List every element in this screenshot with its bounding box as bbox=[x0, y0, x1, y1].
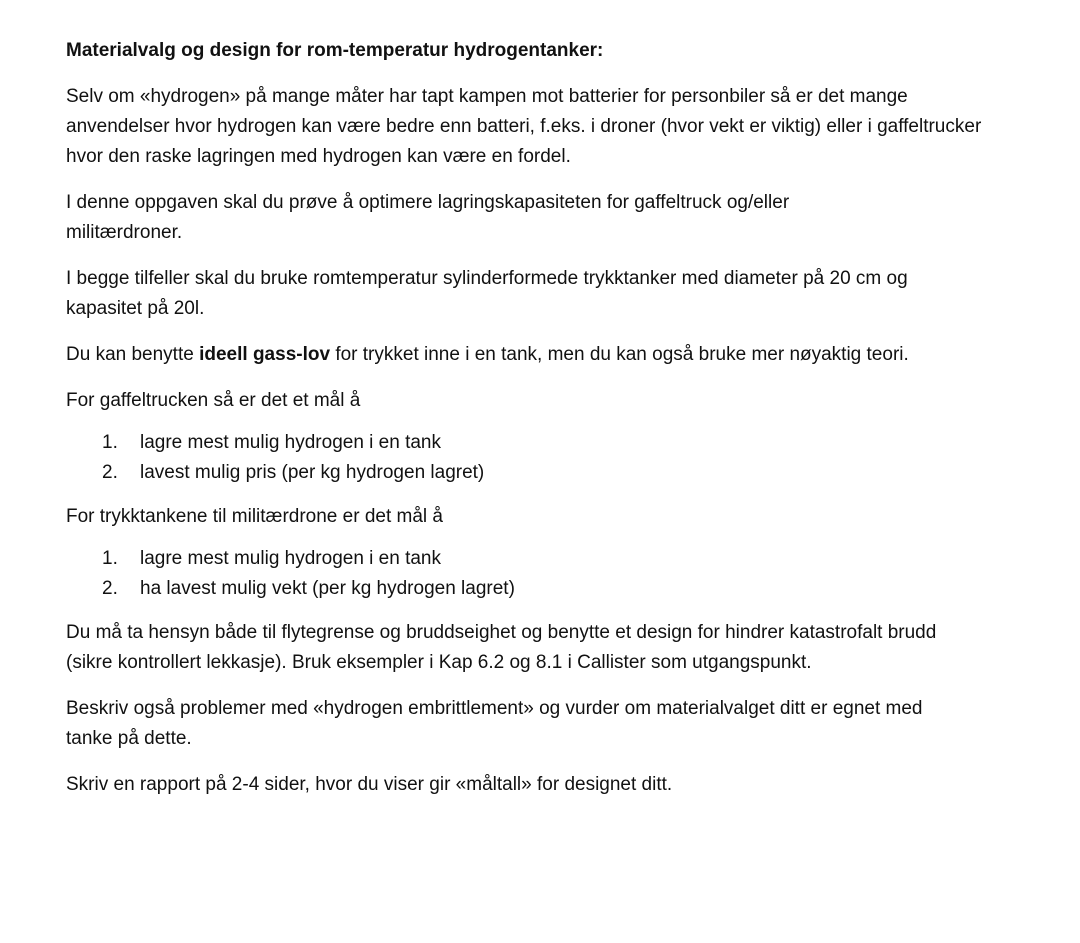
list-text: lagre mest mulig hydrogen i en tank bbox=[140, 548, 441, 569]
list-text: lavest mulig pris (per kg hydrogen lagret) bbox=[140, 462, 485, 483]
list-number: 2. bbox=[102, 462, 118, 483]
forklift-goals-list bbox=[66, 428, 1026, 488]
list-item bbox=[66, 574, 1026, 604]
gas-law-bold: ideell gass-lov bbox=[199, 344, 331, 365]
list-item bbox=[66, 428, 1026, 458]
list-number: 1. bbox=[102, 432, 118, 453]
paragraph-tanks: I begge tilfeller skal du bruke romtemperatur sylinderformede trykktanker med diameter på 20 cm og kapasitet på 20l. bbox=[66, 268, 908, 319]
gas-law-before: Du kan benytte bbox=[66, 344, 200, 365]
paragraph-report: Skriv en rapport på 2-4 sider, hvor du viser gir «måltall» for designet ditt. bbox=[66, 774, 673, 795]
paragraph-task: I denne oppgaven skal du prøve å optimere lagringskapasiteten for gaffeltruck og/eller militærdroner. bbox=[66, 192, 790, 243]
paragraph-drone-goal: For trykktankene til militærdrone er det mål å bbox=[66, 506, 443, 527]
list-item bbox=[66, 458, 1026, 488]
gas-law-after: for trykket inne i en tank, men du kan også bruke mer nøyaktig teori. bbox=[330, 344, 909, 365]
list-item bbox=[66, 544, 1026, 574]
document-title: Materialvalg og design for rom-temperatur hydrogentanker: bbox=[66, 40, 604, 61]
paragraph-forklift-goal: For gaffeltrucken så er det et mål å bbox=[66, 390, 361, 411]
list-text: ha lavest mulig vekt (per kg hydrogen lagret) bbox=[140, 578, 515, 599]
paragraph-fracture: Du må ta hensyn både til flytegrense og bruddseighet og benytte et design for hindrer katastrofalt brudd (sikre kontrollert lekkasje). Bruk eksempler i Kap 6.2 og 8.1 i Callister som utgangspunkt. bbox=[66, 622, 937, 673]
paragraph-gas-law bbox=[66, 340, 981, 370]
list-number: 1. bbox=[102, 548, 118, 569]
document-page bbox=[66, 36, 1026, 816]
paragraph-intro: Selv om «hydrogen» på mange måter har tapt kampen mot batterier for personbiler så er det mange anvendelser hvor hydrogen kan være bedre enn batteri, f.eks. i droner (hvor vekt er viktig) eller i gaffeltrucker hvor den raske lagringen med hydrogen kan være en fordel. bbox=[66, 86, 982, 167]
paragraph-embrittlement: Beskriv også problemer med «hydrogen embrittlement» og vurder om materialvalget ditt er egnet med tanke på dette. bbox=[66, 698, 923, 749]
drone-goals-list bbox=[66, 544, 1026, 604]
list-number: 2. bbox=[102, 578, 118, 599]
list-text: lagre mest mulig hydrogen i en tank bbox=[140, 432, 441, 453]
